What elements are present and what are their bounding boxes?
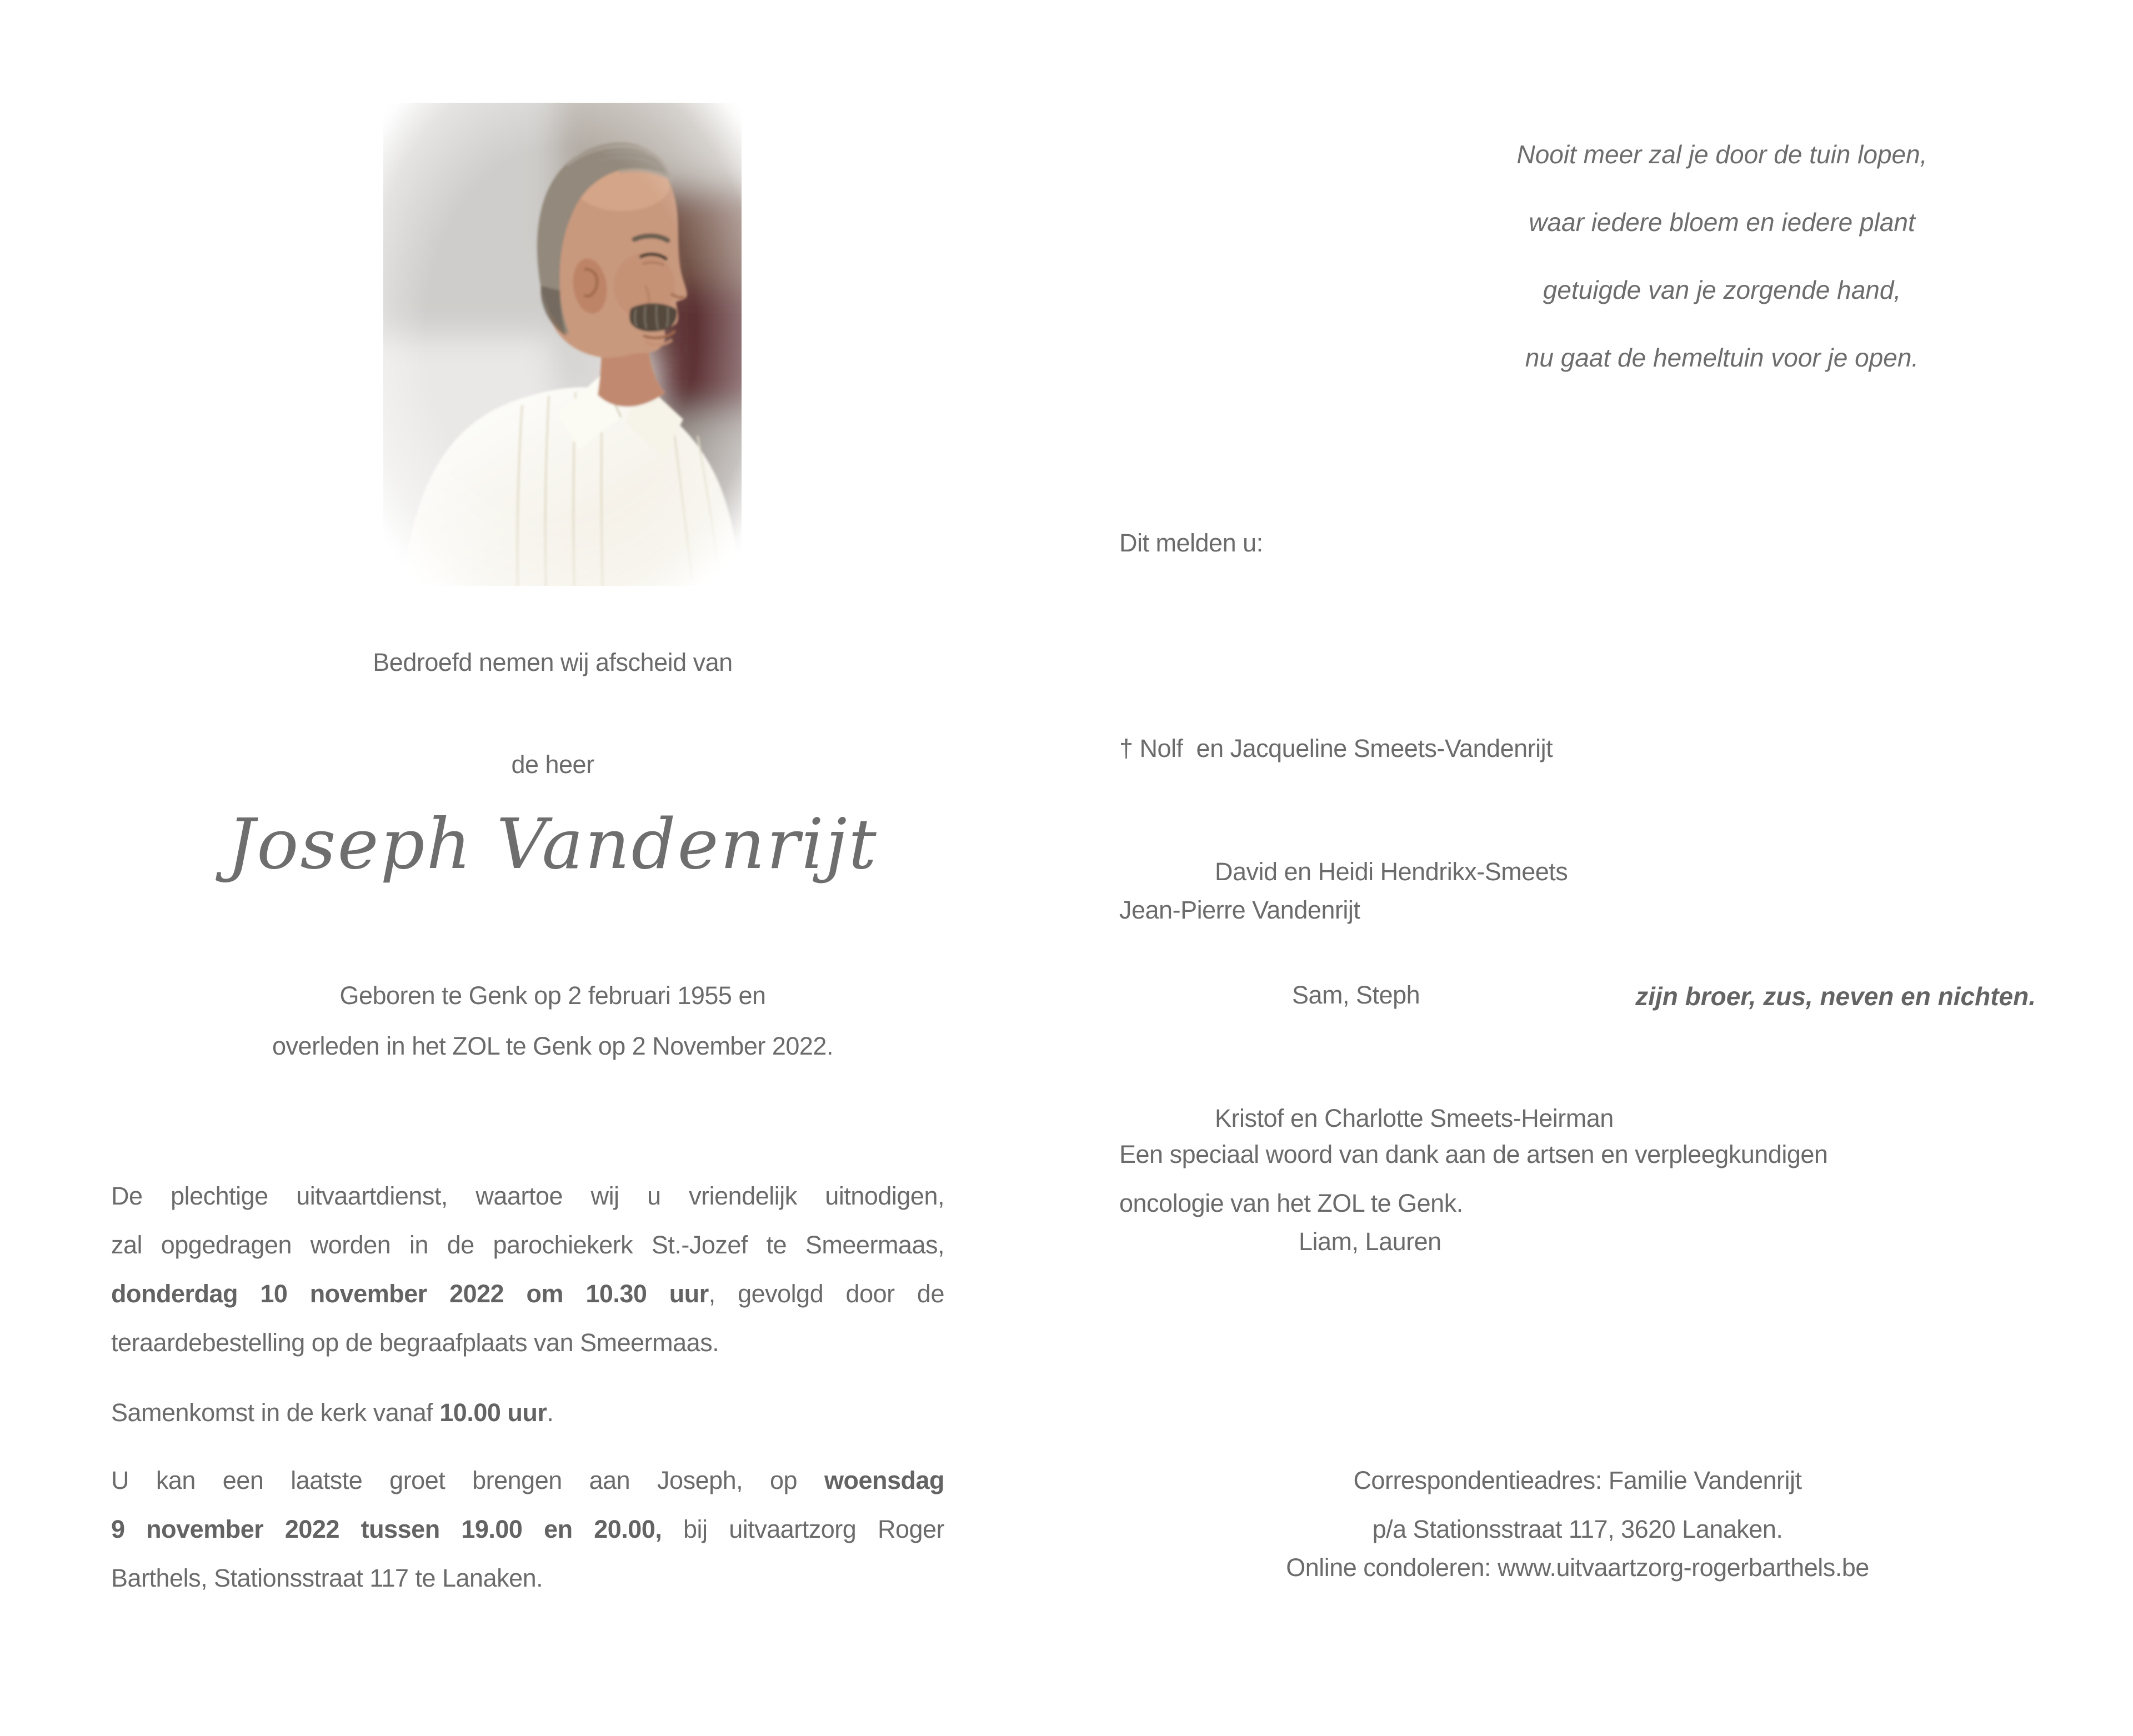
poem-line-3: getuigde van je zorgende hand, [1543, 275, 1901, 304]
thanks-paragraph [1119, 1130, 2064, 1228]
deceased-photo [383, 103, 742, 586]
family-line-liam-lauren: Liam, Lauren [1299, 1227, 1441, 1256]
memorial-poem [1333, 121, 2111, 392]
poem-line-1: Nooit meer zal je door de tuin lopen, [1516, 140, 1927, 169]
online-condolence-line: Online condoleren: www.uitvaartzorg-rogerbarthels.be [1286, 1553, 1869, 1582]
deceased-name: Joseph Vandenrijt [227, 804, 878, 885]
service-line-4: teraardebestelling op de begraafplaats van Smeermaas. [111, 1328, 719, 1357]
poem-line-4: nu gaat de hemeltuin voor je open. [1525, 343, 1919, 372]
gathering-text: Samenkomst in de kerk vanaf [111, 1398, 440, 1427]
family-line-sam-steph: Sam, Steph [1292, 981, 1420, 1009]
poem-line-2: waar iedere bloem en iedere plant [1529, 208, 1915, 237]
photo-white-vignette [383, 103, 742, 586]
farewell-line-2-rest: bij uitvaartzorg Roger [662, 1515, 945, 1543]
family-line-david: David en Heidi Hendrikx-Smeets [1215, 857, 1568, 886]
thanks-line-1: Een speciaal woord van dank aan de artsen en verpleegkundigen [1119, 1140, 1828, 1168]
relation-line: zijn broer, zus, neven en nichten. [1635, 982, 2036, 1011]
correspondence-line-1: Correspondentieadres: Familie Vandenrijt [1353, 1466, 1802, 1494]
correspondence-line-2: p/a Stationsstraat 117, 3620 Lanaken. [1372, 1515, 1783, 1543]
birth-line: Geboren te Genk op 2 februari 1955 en [339, 981, 766, 1010]
service-line-3-rest: , gevolgd door de [708, 1280, 944, 1308]
gathering-line: Samenkomst in de kerk vanaf 10.00 uur. [111, 1398, 554, 1427]
family-line-parents: † Nolf en Jacqueline Smeets-Vandenrijt [1119, 734, 1553, 762]
correspondence-block [1119, 1456, 2036, 1554]
thanks-line-2: oncologie van het ZOL te Genk. [1119, 1189, 1463, 1217]
portrait-photo [383, 103, 742, 586]
farewell-line-3: Barthels, Stationsstraat 117 te Lanaken. [111, 1564, 543, 1592]
farewell-paragraph [111, 1456, 944, 1603]
farewell-text: U kan een laatste groet brengen aan Joseph, op [111, 1466, 824, 1494]
service-line-3 [111, 1270, 944, 1318]
announcement-line: Dit melden u: [1119, 529, 1263, 557]
death-line: overleden in het ZOL te Genk op 2 November 2022. [272, 1032, 833, 1060]
service-line-2: zal opgedragen worden in de parochiekerk St.-Jozef te Smeermaas, [111, 1231, 944, 1259]
salutation-line: de heer [511, 750, 594, 779]
farewell-line-1 [111, 1456, 944, 1505]
funeral-service-paragraph [111, 1172, 944, 1367]
service-line-1: De plechtige uitvaartdienst, waartoe wij u vriendelijk uitnodigen, [111, 1182, 944, 1210]
farewell-date-bold: 9 november 2022 tussen 19.00 en 20.00, [111, 1515, 662, 1543]
farewell-day-bold: woensdag [824, 1466, 944, 1494]
service-date-bold: donderdag 10 november 2022 om 10.30 uur [111, 1280, 709, 1308]
farewell-line-2 [111, 1505, 944, 1554]
brother-line: Jean-Pierre Vandenrijt [1119, 896, 1360, 924]
family-line-kristof: Kristof en Charlotte Smeets-Heirman [1215, 1104, 1614, 1132]
intro-line: Bedroefd nemen wij afscheid van [373, 648, 733, 676]
gathering-time-bold: 10.00 uur [439, 1398, 547, 1427]
